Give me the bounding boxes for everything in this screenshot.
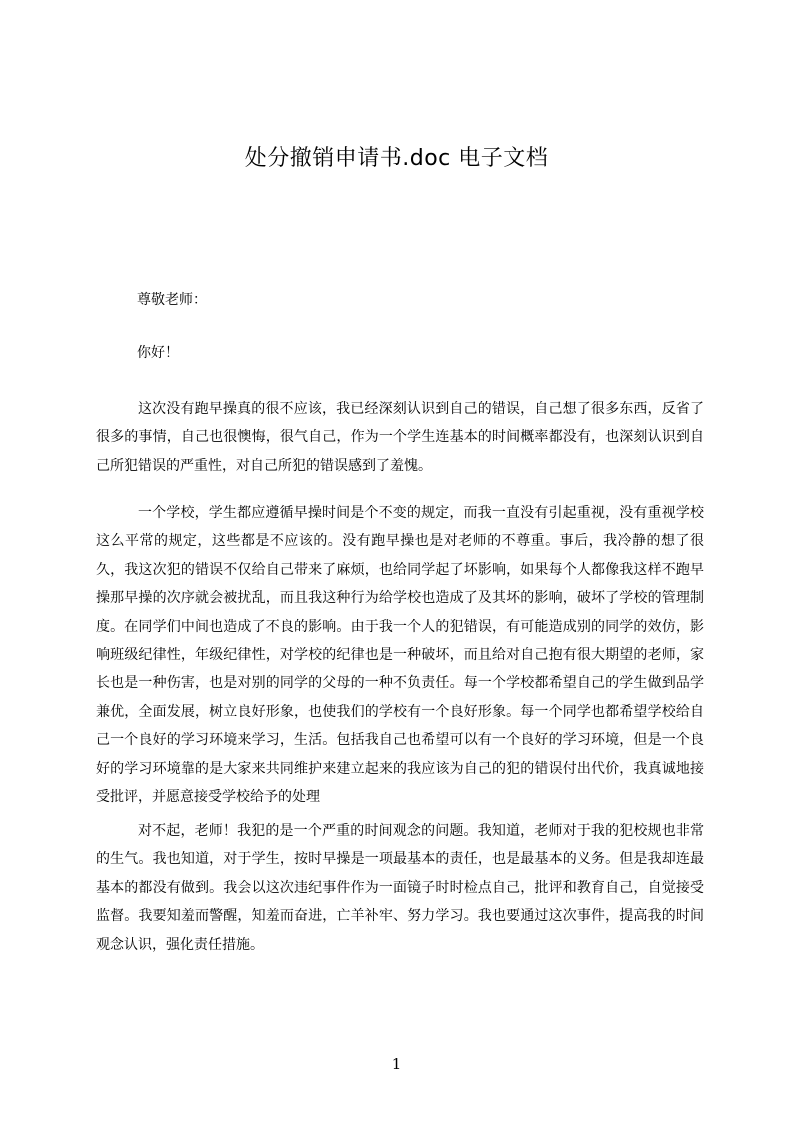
document-title: 处分撤销申请书.doc 电子文档 xyxy=(244,146,549,171)
paragraph-2: 一个学校，学生都应遵循早操时间是个不变的规定，而我一直没有引起重视，没有重视学校这么平常的规定，这些都是不应该的。没有跑早操也是对老师的不尊重。事后，我冷静的想了很久，我这次犯的错误不仅给自己带来了麻烦，也给同学起了坏影响，如果每个人都像我这样不跑早操那早操的次序就会被扰乱，而且我这种行为给学校也造成了及其坏的影响，破坏了学校的管理制度。在同学们中间也造成了不良的影响。由于我一个人的犯错误，有可能造成别的同学的效仿，影响班级纪律性，年级纪律性，对学校的纪律也是一种破坏，而且给对自己抱有很大期望的老师，家长也是一种伤害，也是对别的同学的父母的一种不负责任。每一个学校都希望自己的学生做到品学兼优，全面发展，树立良好形象，也使我们的学校有一个良好形象。每一个同学也都希望学校给自己一个良好的学习环境来学习，生活。包括我自己也希望可以有一个良好的学习环境，但是一个良好的学习环境靠的是大家来共同维护来建立起来的我应该为自己的犯的错误付出代价，我真诚地接受批评，并愿意接受学校给予的处理 xyxy=(96,505,704,806)
paragraph-3: 对不起，老师！我犯的是一个严重的时间观念的问题。我知道，老师对于我的犯校规也非常的生气。我也知道，对于学生，按时早操是一项最基本的责任，也是最基本的义务。但是我却连最基本的都没有做到。我会以这次违纪事件作为一面镜子时时检点自己，批评和教育自己，自觉接受监督。我要知羞而警醒，知羞而奋进，亡羊补牢、努力学习。我也要通过这次事件，提高我的时间观念认识，强化责任措施。 xyxy=(96,823,704,953)
salutation: 尊敬老师： xyxy=(137,292,207,308)
page-number: 1 xyxy=(391,1055,402,1073)
paragraph-1: 这次没有跑早操真的很不应该，我已经深刻认识到自己的错误，自己想了很多东西，反省了很多的事情，自己也很懊悔，很气自己，作为一个学生连基本的时间概率都没有，也深刻认识到自己所犯错误的严重性，对自己所犯的错误感到了羞愧。 xyxy=(96,401,704,474)
greeting: 你好！ xyxy=(137,345,179,361)
